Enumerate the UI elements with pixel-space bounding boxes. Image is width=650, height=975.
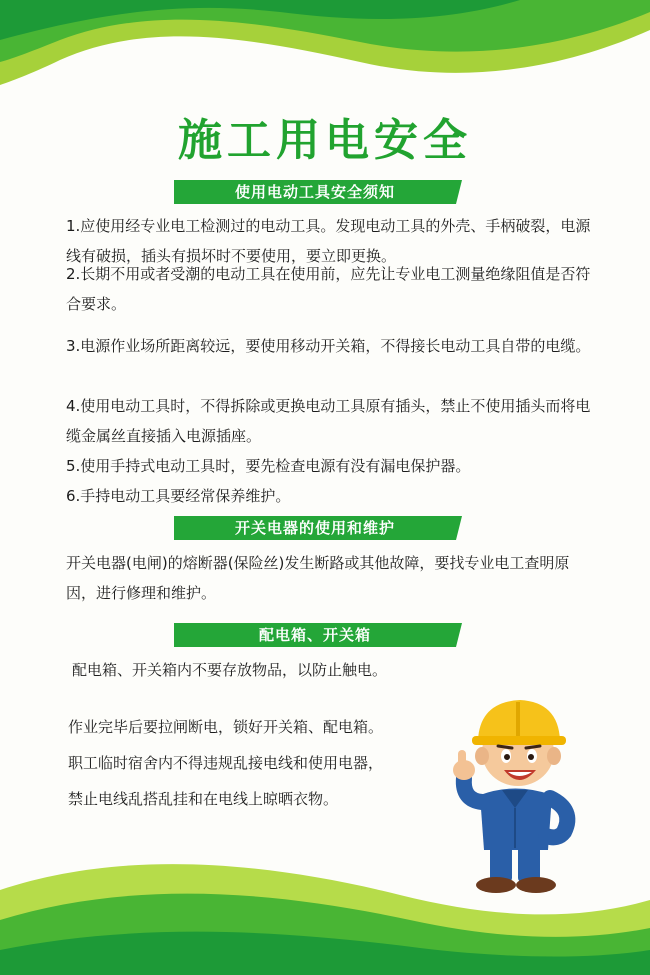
switch-devices-text: 开关电器(电闸)的熔断器(保险丝)发生断路或其他故障，要找专业电工查明原因，进行修理和维护。	[66, 554, 570, 602]
power-tool-rule-1: 1.应使用经专业电工检测过的电动工具。发现电动工具的外壳、手柄破裂，电源线有破损，插头有损坏时不要使用，要立即更换。	[66, 217, 591, 265]
closing-note-2: 职工临时宿舍内不得违规乱接电线和使用电器，	[68, 754, 384, 772]
closing-note-1: 作业完毕后要拉闸断电，锁好开关箱、配电箱。	[68, 718, 384, 736]
power-tool-rule-4: 4.使用电动工具时，不得拆除或更换电动工具原有插头，禁止不使用插头而将电缆金属丝直接插入电源插座。	[66, 397, 591, 445]
power-tool-rule-2: 2.长期不用或者受潮的电动工具在使用前，应先让专业电工测量绝缘阻值是否符合要求。	[66, 265, 591, 313]
section-heading-distribution-box: 配电箱、开关箱	[174, 623, 456, 647]
distribution-box-text: 配电箱、开关箱内不要存放物品，以防止触电。	[72, 661, 388, 679]
section-heading-switch-devices: 开关电器的使用和维护	[174, 516, 456, 540]
power-tool-rule-3: 3.电源作业场所距离较远，要使用移动开关箱，不得接长电动工具自带的电缆。	[66, 337, 591, 355]
power-tool-rule-5: 5.使用手持式电动工具时，要先检查电源有没有漏电保护器。	[66, 457, 471, 475]
poster-title: 施工用电安全	[178, 115, 472, 166]
power-tool-rule-6: 6.手持电动工具要经常保养维护。	[66, 487, 291, 505]
closing-note-3: 禁止电线乱搭乱挂和在电线上晾晒衣物。	[68, 790, 339, 808]
bottom-wave-decoration	[0, 850, 650, 975]
top-wave-decoration	[0, 0, 650, 110]
section-heading-power-tools: 使用电动工具安全须知	[174, 180, 456, 204]
